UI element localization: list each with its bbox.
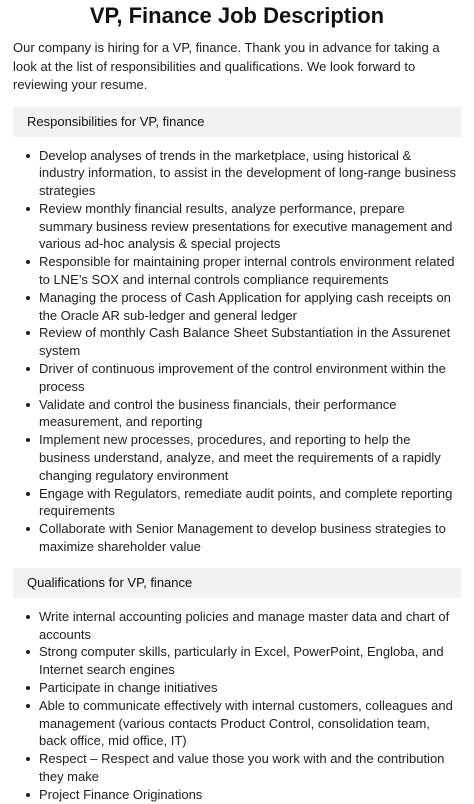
- list-item: Validate and control the business financials, their performance measurement, and reporting: [39, 396, 461, 432]
- responsibilities-heading: Responsibilities for VP, finance: [13, 107, 461, 137]
- list-item: Develop analyses of trends in the marketplace, using historical & industry information, to assist in the development of long-range business strategies: [39, 147, 461, 200]
- list-item: Write internal accounting policies and manage master data and chart of accounts: [39, 608, 461, 644]
- page-title: VP, Finance Job Description: [89, 3, 385, 28]
- list-item: Managing the process of Cash Application for applying cash receipts on the Oracle AR sub-ledger and general ledger: [39, 289, 461, 325]
- list-item: Responsible for maintaining proper internal controls environment related to LNE’s SOX and internal controls compliance requirements: [39, 253, 461, 289]
- qualifications-heading: Qualifications for VP, finance: [13, 568, 461, 598]
- list-item: Implement new processes, procedures, and reporting to help the business understand, analyze, and meet the requirements of a rapidly changing regulatory environment: [39, 431, 461, 484]
- list-item: Engage with Regulators, remediate audit points, and complete reporting requirements: [39, 485, 461, 521]
- list-item: Respect – Respect and value those you work with and the contribution they make: [39, 750, 461, 786]
- list-item: Review monthly financial results, analyze performance, prepare summary business review presentations for executive management and various ad-hoc analysis & special projects: [39, 200, 461, 253]
- list-item: Strong computer skills, particularly in Excel, PowerPoint, Engloba, and Internet search engines: [39, 643, 461, 679]
- list-item: Able to communicate effectively with internal customers, colleagues and management (various contacts Product Control, consolidation team, back office, mid office, IT): [39, 697, 461, 750]
- list-item: Collaborate with Senior Management to develop business strategies to maximize shareholder value: [39, 520, 461, 556]
- list-item: Project Finance Originations: [39, 786, 461, 804]
- responsibilities-list: [13, 147, 461, 556]
- list-item: Review of monthly Cash Balance Sheet Substantiation in the Assurenet system: [39, 324, 461, 360]
- list-item: Participate in change initiatives: [39, 679, 461, 697]
- qualifications-list: [13, 608, 461, 804]
- intro-paragraph: Our company is hiring for a VP, finance. Thank you in advance for taking a look at the list of responsibilities and qualifications. We look forward to reviewing your resume.: [13, 40, 440, 92]
- list-item: Driver of continuous improvement of the control environment within the process: [39, 360, 461, 396]
